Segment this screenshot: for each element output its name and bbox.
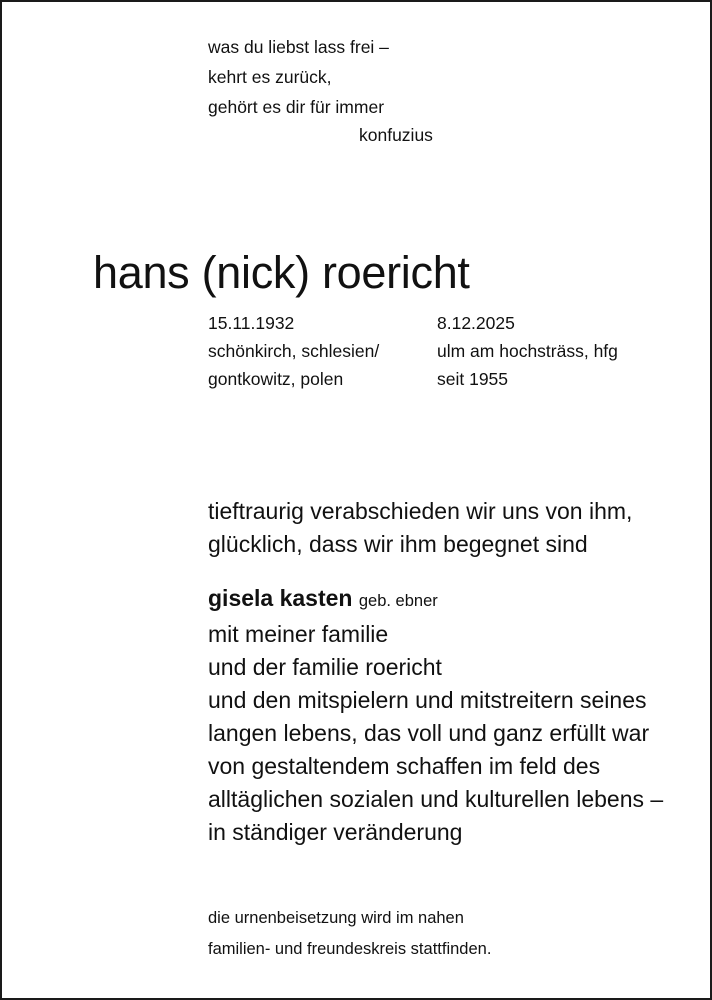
burial-note-line: familien- und freundeskreis stattfinden. <box>208 940 492 958</box>
signer-maiden-name: geb. ebner <box>358 592 438 610</box>
death-place-line: ulm am hochsträss, hfg <box>437 341 618 361</box>
death-place-line: seit 1955 <box>437 369 509 389</box>
farewell-line: tieftraurig verabschieden wir uns von ihm, <box>208 498 633 524</box>
mourner-line: und der familie roericht <box>208 654 442 680</box>
mourner-line: in ständiger veränderung <box>208 819 463 845</box>
birth-date: 15.11.1932 <box>208 313 295 333</box>
burial-note-line: die urnenbeisetzung wird im nahen <box>208 909 464 927</box>
signer-line <box>208 582 663 618</box>
birth-info <box>208 309 379 393</box>
epigraph-quote <box>208 32 389 122</box>
mourner-line: und den mitspielern und mitstreitern seines <box>208 687 647 713</box>
quote-line: kehrt es zurück, <box>208 67 332 87</box>
farewell-line: glücklich, dass wir ihm begegnet sind <box>208 531 588 557</box>
quote-line: gehört es dir für immer <box>208 97 385 117</box>
mourner-line: alltäglichen sozialen und kulturellen lebens – <box>208 786 664 812</box>
mourner-line: mit meiner familie <box>208 621 389 647</box>
death-info <box>437 309 618 393</box>
mourner-line: von gestaltendem schaffen im feld des <box>208 753 601 779</box>
deceased-name: hans (nick) roericht <box>93 247 470 298</box>
section-spacer <box>208 561 663 582</box>
farewell-text <box>208 495 663 849</box>
burial-note <box>208 903 491 965</box>
quote-line: was du liebst lass frei – <box>208 37 389 57</box>
birth-place-line: schönkirch, schlesien/ <box>208 341 380 361</box>
mourner-line: langen lebens, das voll und ganz erfüllt war <box>208 720 650 746</box>
signer-name: gisela kasten <box>208 585 353 611</box>
death-date: 8.12.2025 <box>437 313 515 333</box>
quote-author: konfuzius <box>359 125 433 145</box>
birth-place-line: gontkowitz, polen <box>208 369 344 389</box>
